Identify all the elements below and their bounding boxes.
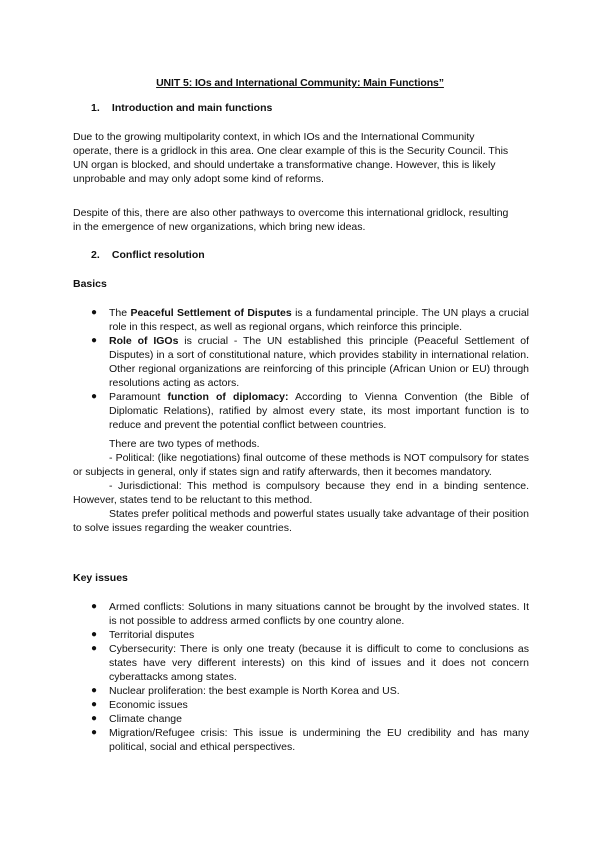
text-line: unprobable and may only adopt some kind of reforms. xyxy=(73,173,324,185)
section-number: 1. xyxy=(91,102,100,114)
types-line: There are two types of methods. xyxy=(109,438,260,450)
intro-paragraph-1 xyxy=(73,130,529,186)
bullet-icon: ● xyxy=(91,391,98,402)
states-prefer-paragraph: States prefer political methods and powerful states usually take advantage of their position to solve issues regarding the weaker countries. xyxy=(73,508,529,534)
key-issues-heading: Key issues xyxy=(73,572,128,584)
jurisdictional-method: - Jurisdictional: This method is compulsory because they end in a binding sentence. However, states tend to be reluctant to this method. xyxy=(73,480,529,506)
basics-heading: Basics xyxy=(73,278,107,290)
bold-term: Peaceful Settlement of Disputes xyxy=(130,307,292,319)
methods-block xyxy=(73,437,529,535)
list-item: ● Armed conflicts: Solutions in many situations cannot be brought by the involved states. It is not possible to address armed conflicts by one country alone. xyxy=(91,601,529,627)
section-heading-conflict-resolution xyxy=(91,249,205,261)
list-item: ● Nuclear proliferation: the best example is North Korea and US. xyxy=(91,685,400,697)
section-heading-introduction xyxy=(91,102,272,114)
bullet-icon: ● xyxy=(91,727,98,738)
political-method: - Political: (like negotiations) final outcome of these methods is NOT compulsory for states or subjects in general, only if states sign and ratify afterwards, then it becomes mandatory. xyxy=(73,452,529,478)
list-item: ● Territorial disputes xyxy=(91,629,195,641)
text-line: in the emergence of new organizations, which bring new ideas. xyxy=(73,221,366,233)
bold-term: Role of IGOs xyxy=(109,335,179,347)
list-item: ● Economic issues xyxy=(91,699,188,711)
bullet-icon: ● xyxy=(91,685,98,696)
intro-paragraph-2 xyxy=(73,206,529,234)
text-line: Despite of this, there are also other pathways to overcome this international gridlock, resulting xyxy=(73,207,509,219)
bullet-icon: ● xyxy=(91,699,98,710)
list-item: ● Climate change xyxy=(91,713,182,725)
list-item: ● Paramount function of diplomacy: According to Vienna Convention (the Bible of Diplomatic Relations), ratified by almost every state, its most important function is to reduce and prevent the potential conflict between countries. xyxy=(91,391,529,431)
bold-term: function of diplomacy: xyxy=(167,391,289,403)
list-item: ● Role of IGOs is crucial - The UN established this principle (Peaceful Settlement of Disputes) in a sort of constitutional nature, which provides stability in international relation. Other regional organizations are reinforcing of this principle (African Union or EU) through resolutions acting as actors. xyxy=(91,335,530,389)
section-title: Introduction and main functions xyxy=(111,102,273,114)
text-line: operate, there is a gridlock in this area. One clear example of this is the Security Council. This xyxy=(73,145,509,157)
section-number: 2. xyxy=(91,249,100,261)
bullet-icon: ● xyxy=(91,601,98,612)
list-item: ● Migration/Refugee crisis: This issue is undermining the EU credibility and has many political, social and ethical perspectives. xyxy=(91,727,529,753)
key-issues-list xyxy=(91,600,529,754)
basics-list xyxy=(91,306,529,432)
text-line: Due to the growing multipolarity context, in which IOs and the International Community xyxy=(73,131,475,143)
text-line: UN organ is blocked, and should undertake a transformative change. However, this is likely xyxy=(73,159,496,171)
bullet-icon: ● xyxy=(91,713,98,724)
section-title: Conflict resolution xyxy=(111,249,205,261)
bullet-icon: ● xyxy=(91,629,98,640)
bullet-icon: ● xyxy=(91,307,98,318)
list-item: ● Cybersecurity: There is only one treaty (because it is difficult to come to conclusions as states have very different interests) on this kind of issues and it does not concern cyberattacks among states. xyxy=(91,643,529,683)
list-item: ● The Peaceful Settlement of Disputes is a fundamental principle. The UN plays a crucial role in this respect, as well as regional organs, which reinforce this principle. xyxy=(91,307,529,333)
bullet-icon: ● xyxy=(91,335,98,346)
document-title: UNIT 5: IOs and International Community: Main Functions” xyxy=(156,77,444,89)
bullet-icon: ● xyxy=(91,643,98,654)
